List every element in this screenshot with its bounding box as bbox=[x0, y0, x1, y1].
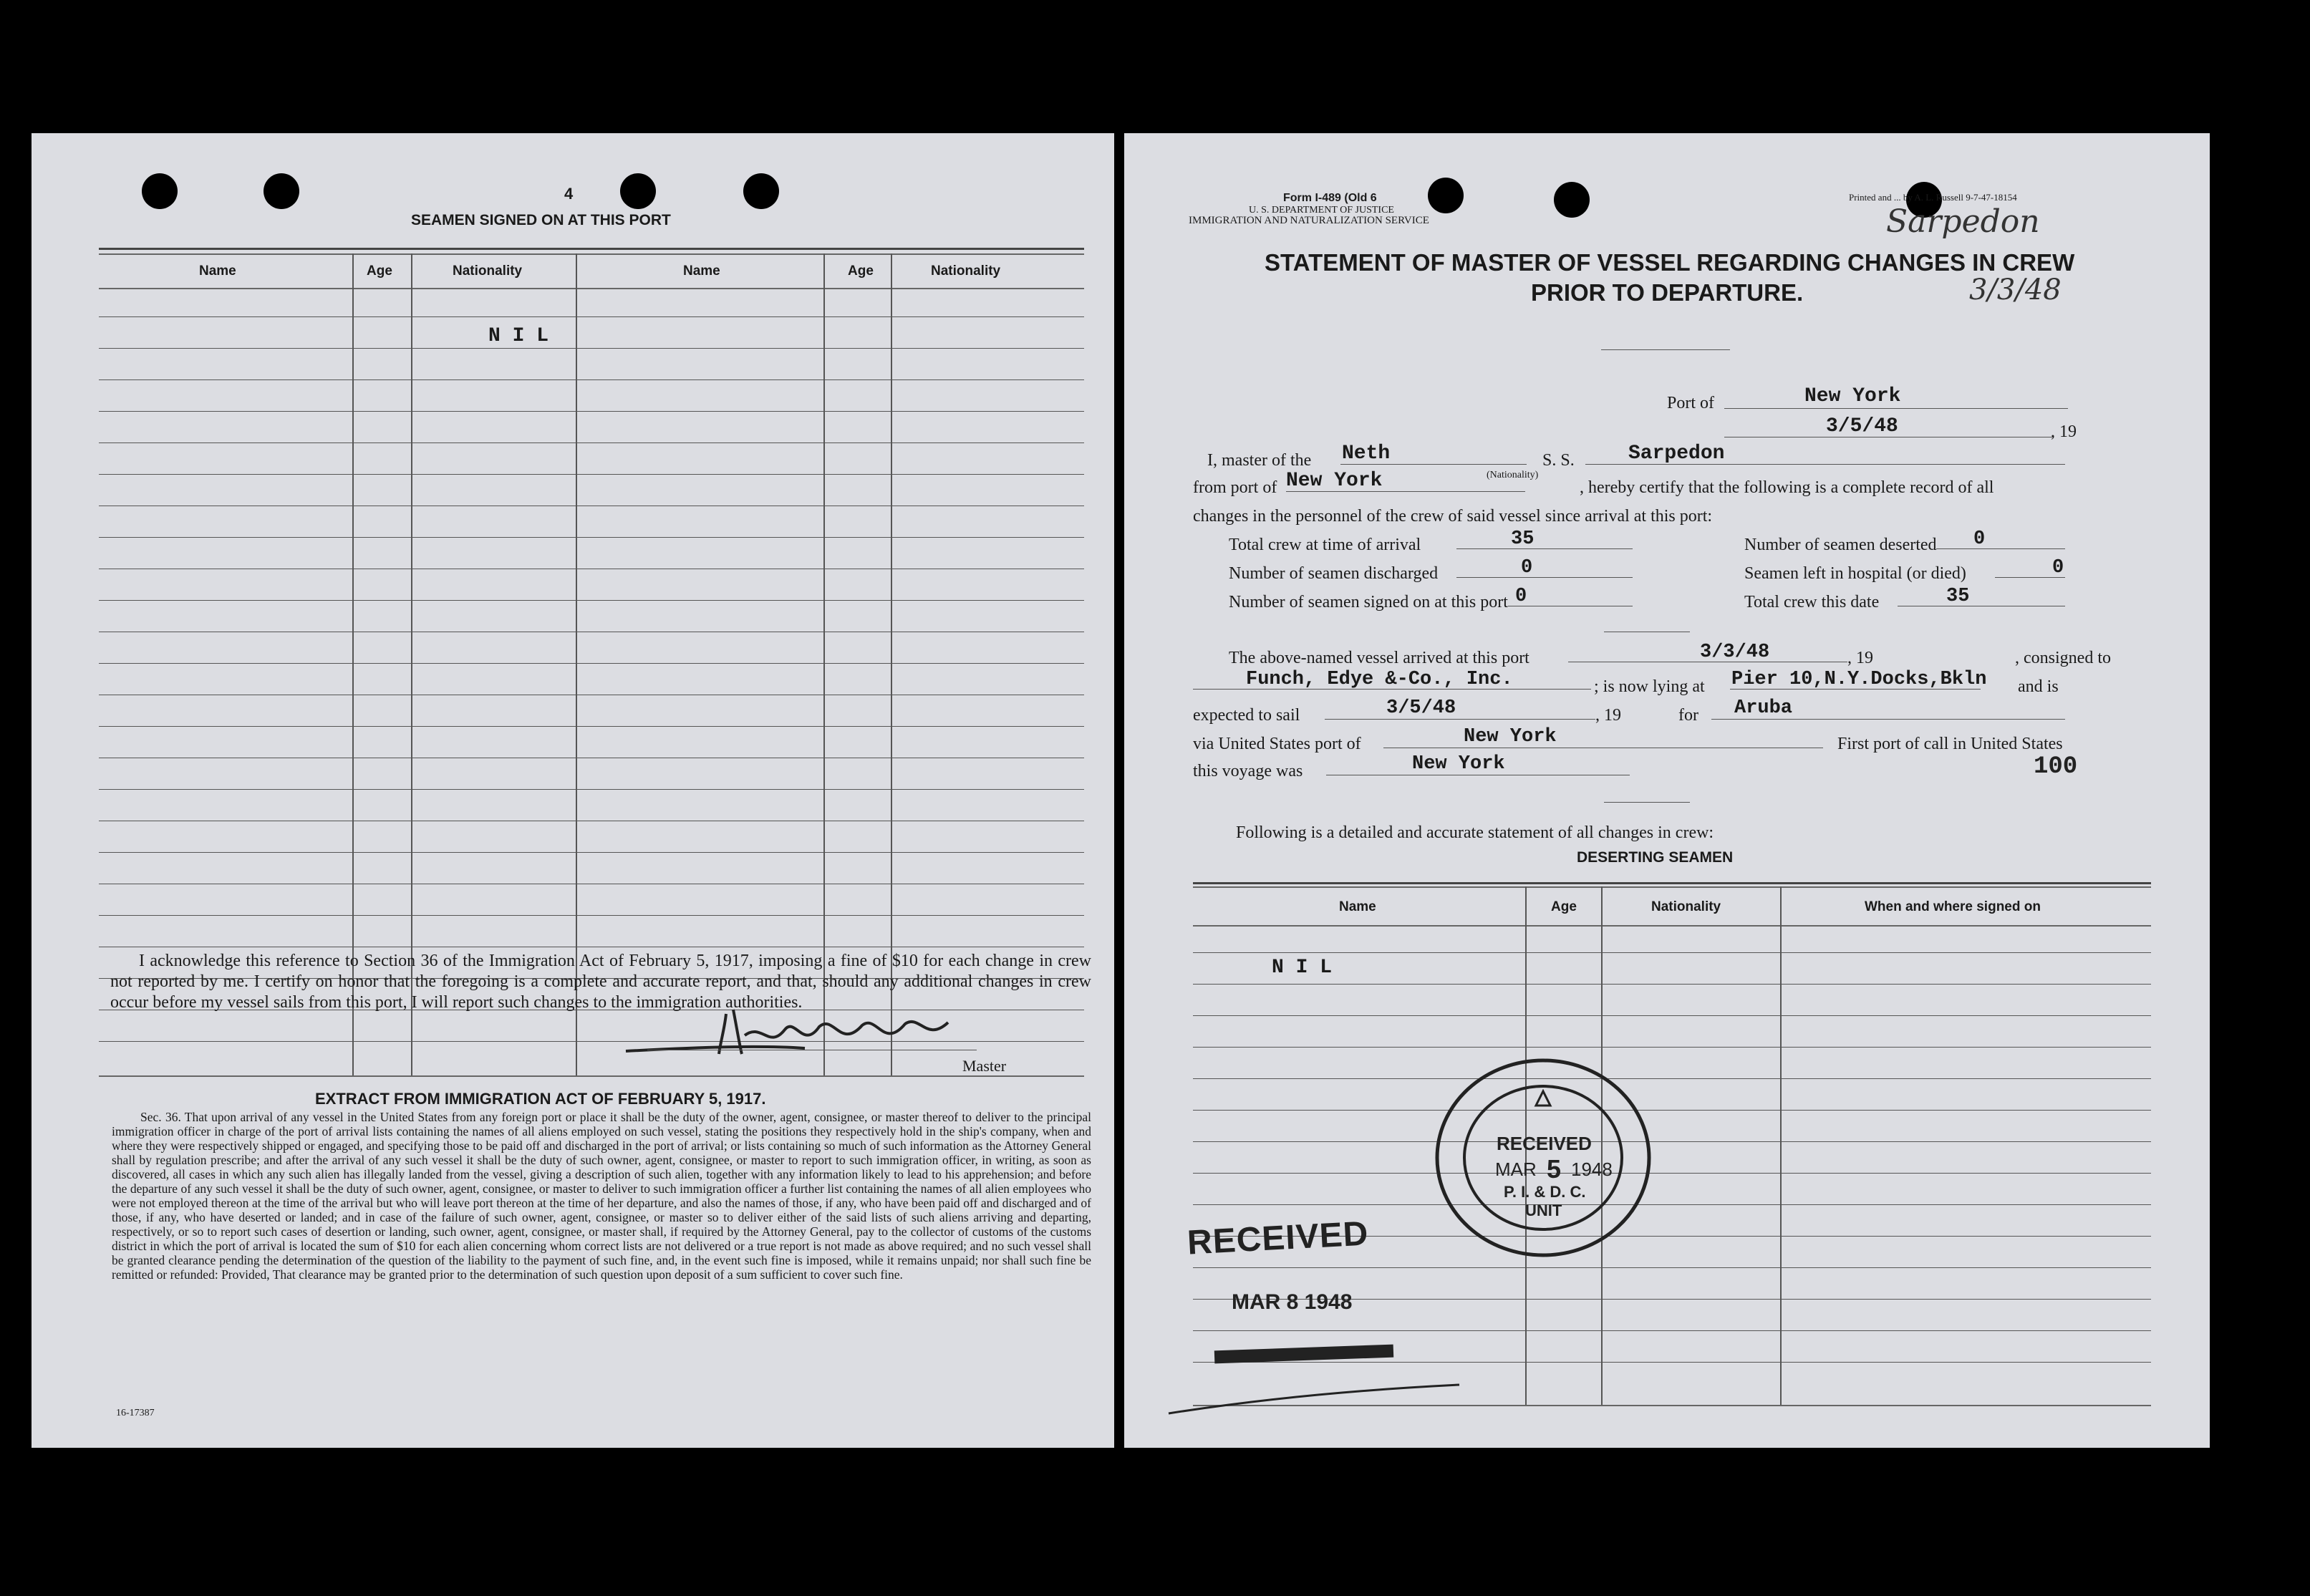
punch-hole bbox=[743, 173, 779, 209]
stamp-unit-name: P. I. & D. C. bbox=[1504, 1183, 1586, 1201]
master-signature bbox=[619, 985, 1077, 1071]
stamp-month: MAR bbox=[1495, 1159, 1537, 1180]
following-text: Following is a detailed and accurate statement of all changes in crew: bbox=[1236, 823, 1714, 842]
signed-on-value: 0 bbox=[1515, 586, 1527, 607]
form-title-line2: PRIOR TO DEPARTURE. bbox=[1531, 279, 1804, 306]
total-crew-date-value: 35 bbox=[1946, 586, 1970, 607]
ship-name: Sarpedon bbox=[1628, 442, 1725, 465]
department: U. S. DEPARTMENT OF JUSTICE bbox=[1249, 205, 1394, 216]
date-value: 3/5/48 bbox=[1826, 415, 1898, 437]
lying-label: ; is now lying at bbox=[1594, 677, 1705, 696]
extract-text: Sec. 36. That upon arrival of any vessel in the United States from any foreign port or place it shall be the duty of the owner, agent, consignee, or master thereof to deliver to the principal immigration officer in charge of the port of arrival lists containing the names of all aliens employed on such vessel, stating the positions they respectively hold in the ship's company, when and where they were respectively shipped or engaged, and specifying those to be paid off and discharged in the port of arrival; or lists containing so much of such information as the Attorney General shall by regulation prescribe; and after the arrival of any such vessel it shall be the duty of such owner, agent, consignee, or master to report to such immigration officer, in writing, as soon as discovered, all cases in which any such alien has illegally landed from the vessel, giving a description of such alien, together with any information likely to lead to his apprehension; and before the departure of any such vessel it shall be the duty of such owner, agent, consignee, or master to deliver to such immigration officer a further list containing the names of all alien employees who were not employed thereon at the time of the arrival but who will leave port thereon at the time of her departure, and also the names of those, if any, who have been paid off and discharged and of those, if any, who have deserted or landed; and in case of the failure of such owner, agent, consignee, or master so to deliver either of the said lists of such aliens arriving and departing, respectively, or so to report such cases of desertion or landing, such owner, agent, consignee, or master shall, if required by the Attorney General, pay to the collector of customs of the customs district in which the port of arrival is located the sum of $10 for each alien concerning whom correct lists are not delivered or a true report is not made as above required; and no such vessel shall be granted clearance pending the determination of the question of the liability to the payment of such fine, and, in the event such fine is imposed, while it remains unpaid; nor shall such fine be remitted or refunded: Provided, That clearance may be granted prior to the determination of such question upon deposit of a sum sufficient to cover such fine. bbox=[112, 1110, 1091, 1282]
punch-hole bbox=[142, 173, 178, 209]
arrived-value: 3/3/48 bbox=[1700, 642, 1770, 663]
nationality-value: Neth bbox=[1342, 442, 1391, 465]
signed-on-label: Number of seamen signed on at this port bbox=[1229, 593, 1508, 611]
column-header: Nationality bbox=[453, 263, 523, 279]
for-value: Aruba bbox=[1734, 697, 1793, 719]
master-label: Master bbox=[962, 1057, 1007, 1075]
for-label: for bbox=[1678, 706, 1698, 725]
port-of-label: Port of bbox=[1667, 394, 1714, 412]
nil-entry: N I L bbox=[1272, 957, 1333, 979]
hospital-value: 0 bbox=[2052, 557, 2064, 579]
print-code: 16-17387 bbox=[116, 1408, 155, 1418]
nil-entry: N I L bbox=[488, 325, 549, 347]
changes-text: changes in the personnel of the crew of said vessel since arrival at this port: bbox=[1193, 507, 1713, 526]
year-label: , 19 bbox=[2051, 422, 2077, 441]
column-header: Name bbox=[1339, 899, 1376, 914]
deserted-value: 0 bbox=[1973, 528, 1986, 550]
service: IMMIGRATION AND NATURALIZATION SERVICE bbox=[1189, 215, 1429, 226]
handwritten-ship: Sarpedon bbox=[1886, 203, 2040, 240]
received-stamp-title: RECEIVED bbox=[1186, 1214, 1370, 1262]
punch-hole bbox=[620, 173, 656, 209]
port-of-value: New York bbox=[1804, 385, 1901, 407]
and-is-label: and is bbox=[2018, 677, 2059, 696]
lying-value: Pier 10,N.Y.Docks,Bkln bbox=[1731, 669, 1987, 690]
printer-line: Printed and ... by A. L. Russell 9-7-47-18154 bbox=[1849, 192, 2017, 203]
deserting-title: DESERTING SEAMEN bbox=[1577, 849, 1734, 866]
column-header: Age bbox=[367, 263, 392, 279]
column-header: Name bbox=[683, 263, 720, 279]
year-label: , 19 bbox=[1595, 706, 1621, 725]
form-title-line1: STATEMENT OF MASTER OF VESSEL REGARDING CHANGES IN CREW bbox=[1265, 249, 2075, 276]
discharged-value: 0 bbox=[1521, 557, 1533, 579]
page-number: 4 bbox=[564, 185, 574, 203]
section-title: SEAMEN SIGNED ON AT THIS PORT bbox=[411, 212, 671, 228]
via-label: via United States port of bbox=[1193, 735, 1361, 753]
first-port-label: First port of call in United States bbox=[1837, 735, 2063, 753]
punch-hole bbox=[1554, 182, 1590, 218]
column-header: Nationality bbox=[931, 263, 1001, 279]
stamp-bar bbox=[1214, 1345, 1393, 1364]
via-value: New York bbox=[1464, 726, 1557, 748]
form-number: Form I-489 (Old 6 bbox=[1283, 192, 1377, 204]
from-port-label: from port of bbox=[1193, 478, 1277, 497]
ss-label: S. S. bbox=[1542, 451, 1575, 470]
master-of-label: I, master of the bbox=[1207, 451, 1312, 470]
punch-hole bbox=[264, 173, 299, 209]
stamp-unit: UNIT bbox=[1525, 1201, 1562, 1219]
punch-hole bbox=[1428, 178, 1464, 213]
certify-text: , hereby certify that the following is a complete record of all bbox=[1580, 478, 1994, 497]
stamp-day: 5 bbox=[1547, 1154, 1562, 1184]
stamp-received: RECEIVED bbox=[1497, 1133, 1592, 1154]
expected-value: 3/5/48 bbox=[1386, 697, 1456, 719]
hospital-label: Seamen left in hospital (or died) bbox=[1744, 564, 1966, 583]
right-page bbox=[1124, 133, 2210, 1448]
column-header: Nationality bbox=[1651, 899, 1721, 914]
extract-title: EXTRACT FROM IMMIGRATION ACT OF FEBRUARY 5, 1917. bbox=[315, 1090, 766, 1108]
column-header: When and where signed on bbox=[1865, 899, 2041, 914]
stamp-ring bbox=[1432, 1054, 1654, 1262]
discharged-label: Number of seamen discharged bbox=[1229, 564, 1439, 583]
consigned-label: , consigned to bbox=[2015, 649, 2111, 667]
voyage-label: this voyage was bbox=[1193, 762, 1303, 780]
voyage-value: New York bbox=[1412, 753, 1505, 775]
total-crew-arrival-value: 35 bbox=[1511, 528, 1535, 550]
stamp-number: 100 bbox=[2034, 753, 2078, 780]
pen-stroke bbox=[1164, 1379, 1465, 1422]
column-header: Name bbox=[199, 263, 236, 279]
stamp-year: 1948 bbox=[1571, 1159, 1613, 1180]
received-stamp-date: MAR 8 1948 bbox=[1232, 1290, 1353, 1314]
column-header: Age bbox=[1551, 899, 1577, 914]
consignee-value: Funch, Edye &-Co., Inc. bbox=[1246, 669, 1513, 690]
arrived-label: The above-named vessel arrived at this port bbox=[1229, 649, 1529, 667]
total-crew-arrival-label: Total crew at time of arrival bbox=[1229, 536, 1421, 554]
column-header: Age bbox=[848, 263, 874, 279]
handwritten-date: 3/3/48 bbox=[1969, 274, 2062, 306]
deserted-label: Number of seamen deserted bbox=[1744, 536, 1937, 554]
total-crew-date-label: Total crew this date bbox=[1744, 593, 1880, 611]
acknowledgment-text: I acknowledge this reference to Section 36 of the Immigration Act of February 5, 1917, imposing a fine of $10 for each change in crew not reported by me. I certify on honor that the foregoing is a complete and accurate report, and that, should any additional changes in crew occur before my vessel sails from this port, I will report such changes to the immigration authorities. bbox=[110, 952, 1091, 1012]
nationality-caption: (Nationality) bbox=[1487, 470, 1539, 480]
from-port-value: New York bbox=[1286, 470, 1383, 492]
year-label: , 19 bbox=[1847, 649, 1873, 667]
expected-label: expected to sail bbox=[1193, 706, 1300, 725]
left-page bbox=[32, 133, 1114, 1448]
